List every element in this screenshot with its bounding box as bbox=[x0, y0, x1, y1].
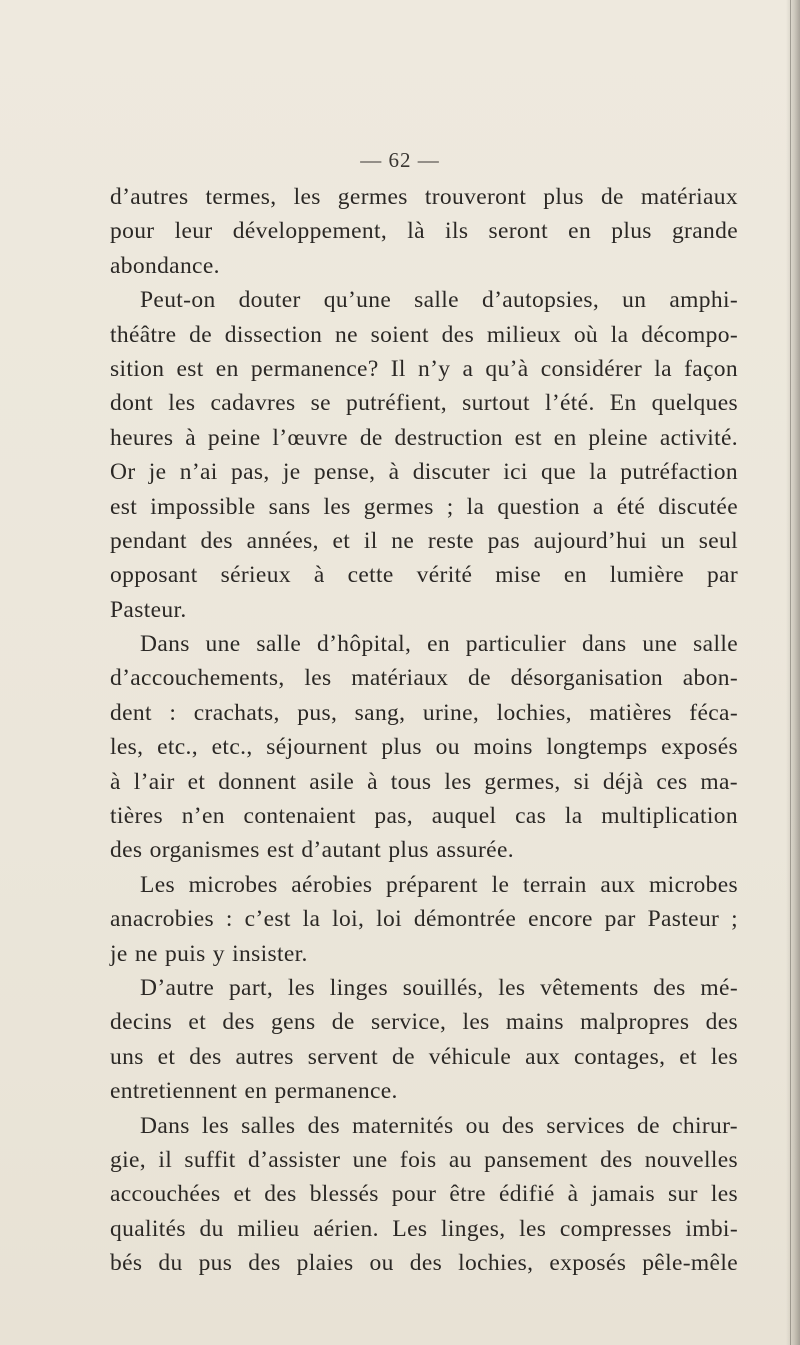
text-line: Dans les salles des maternités ou des services de chirur- bbox=[140, 1112, 738, 1139]
text-line: Peut-on douter qu’une salle d’autopsies, un amphi- bbox=[140, 287, 738, 314]
page-number: — 62 — bbox=[360, 148, 440, 172]
text-line: d’accouchements, les matériaux de désorganisation abon- bbox=[110, 665, 738, 692]
text-line: je ne puis y insister. bbox=[110, 940, 308, 967]
text-line: pendant des années, et il ne reste pas aujourd’hui un seul bbox=[110, 527, 738, 554]
text-line: bés du pus des plaies ou des lochies, exposés pêle-mêle bbox=[110, 1250, 738, 1277]
text-line: Or je n’ai pas, je pense, à discuter ici que la putréfaction bbox=[110, 459, 738, 486]
text-line: des organismes est d’autant plus assurée. bbox=[110, 837, 514, 864]
text-line: Pasteur. bbox=[110, 596, 187, 623]
text-line: à l’air et donnent asile à tous les germes, si déjà ces ma- bbox=[110, 768, 738, 795]
text-line: qualités du milieu aérien. Les linges, les compresses imbi- bbox=[110, 1215, 738, 1242]
text-line: dont les cadavres se putréfient, surtout l’été. En quelques bbox=[110, 390, 738, 417]
text-line: opposant sérieux à cette vérité mise en lumière par bbox=[110, 562, 738, 589]
text-line: les, etc., etc., séjournent plus ou moins longtemps exposés bbox=[110, 734, 738, 761]
text-line: abondance. bbox=[110, 252, 220, 279]
text-line: gie, il suffit d’assister une fois au pansement des nouvelles bbox=[110, 1146, 738, 1173]
text-line: accouchées et des blessés pour être édifié à jamais sur les bbox=[110, 1181, 738, 1208]
text-line: pour leur développement, là ils seront en plus grande bbox=[110, 218, 738, 245]
text-line: Dans une salle d’hôpital, en particulier dans une salle bbox=[140, 631, 738, 658]
text-line: sition est en permanence? Il n’y a qu’à considérer la façon bbox=[110, 355, 738, 382]
text-line: entretiennent en permanence. bbox=[110, 1078, 398, 1105]
text-line: dent : crachats, pus, sang, urine, lochies, matières féca- bbox=[110, 699, 738, 726]
text-line: uns et des autres servent de véhicule aux contages, et les bbox=[110, 1043, 738, 1070]
text-line: heures à peine l’œuvre de destruction est en pleine activité. bbox=[110, 424, 738, 451]
text-line: Les microbes aérobies préparent le terrain aux microbes bbox=[140, 871, 738, 898]
page-edge-line bbox=[790, 0, 791, 1345]
text-line: est impossible sans les germes ; la question a été discutée bbox=[110, 493, 738, 520]
text-line: anacrobies : c’est la loi, loi démontrée encore par Pasteur ; bbox=[110, 906, 738, 933]
text-line: decins et des gens de service, les mains malpropres des bbox=[110, 1009, 738, 1036]
text-line: tières n’en contenaient pas, auquel cas la multiplication bbox=[110, 803, 738, 830]
body-text bbox=[110, 180, 738, 1281]
text-line: théâtre de dissection ne soient des milieux où la décompo- bbox=[110, 321, 738, 348]
page-edge-shadow bbox=[786, 0, 800, 1345]
text-line: D’autre part, les linges souillés, les vêtements des mé- bbox=[140, 974, 738, 1001]
text-line: d’autres termes, les germes trouveront plus de matériaux bbox=[110, 184, 738, 210]
